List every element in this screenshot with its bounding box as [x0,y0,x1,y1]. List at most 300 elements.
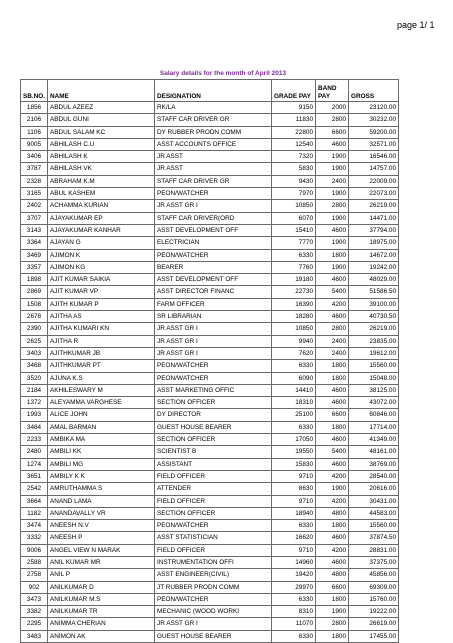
cell-name: AMBILY K K [48,470,155,482]
cell-gross: 14672.00 [349,249,399,261]
cell-band-pay: 1900 [316,163,349,175]
cell-name: AJITHKUMAR PT [48,360,155,372]
cell-gross: 30431.00 [349,495,399,507]
table-row [21,470,399,482]
cell-band-pay: 4600 [316,384,349,396]
table-row [21,163,399,175]
cell-sbno: 3143 [21,224,48,236]
table-row [21,372,399,384]
cell-grade-pay: 19180 [272,274,316,286]
cell-gross: 26219.00 [349,200,399,212]
cell-sbno: 3364 [21,237,48,249]
cell-band-pay: 1900 [316,483,349,495]
cell-grade-pay: 6070 [272,212,316,224]
cell-name: ABDUL AZEEZ [48,102,155,114]
cell-grade-pay: 17050 [272,434,316,446]
cell-designation: DY RUBBER PRODN COMM [155,126,272,138]
cell-grade-pay: 9710 [272,470,316,482]
cell-name: ALICE JOHN [48,409,155,421]
cell-designation: STAFF CAR DRIVER(ORD [155,212,272,224]
cell-grade-pay: 18310 [272,397,316,409]
cell-band-pay: 5400 [316,446,349,458]
cell-gross: 16546.00 [349,151,399,163]
cell-designation: PEON/WATCHER [155,372,272,384]
cell-sbno: 2233 [21,434,48,446]
cell-band-pay: 4600 [316,311,349,323]
cell-band-pay: 4600 [316,458,349,470]
cell-grade-pay: 7320 [272,151,316,163]
cell-name: ANAND LAMA [48,495,155,507]
cell-sbno: 3469 [21,249,48,261]
cell-band-pay: 5400 [316,286,349,298]
cell-designation: GUEST HOUSE BEARER [155,421,272,433]
cell-designation: SECTION OFFICER [155,397,272,409]
table-row [21,274,399,286]
cell-grade-pay: 7620 [272,347,316,359]
cell-band-pay: 4200 [316,470,349,482]
table-row [21,606,399,618]
cell-gross: 51586.50 [349,286,399,298]
cell-name: ABDUL GUNI [48,114,155,126]
cell-designation: SECTION OFFICER [155,434,272,446]
cell-sbno: 1372 [21,397,48,409]
cell-name: AJIMON KG [48,261,155,273]
cell-gross: 45856.00 [349,569,399,581]
cell-designation: JR ASST [155,163,272,175]
cell-designation: JR ASST [155,151,272,163]
cell-band-pay: 4600 [316,274,349,286]
cell-band-pay: 1900 [316,151,349,163]
cell-name: ANIMMA CHERIAN [48,618,155,630]
table-row [21,532,399,544]
cell-band-pay: 4600 [316,434,349,446]
cell-name: AJAYAN G [48,237,155,249]
cell-designation: PEON/WATCHER [155,520,272,532]
column-header-name: NAME [48,80,155,102]
cell-designation: JT RUBBER PRODN COMM [155,581,272,593]
cell-grade-pay: 9710 [272,544,316,556]
cell-designation: INSTRUMENTATION OFFI [155,556,272,568]
table-row [21,200,399,212]
cell-gross: 15560.00 [349,520,399,532]
cell-designation: JR ASST GR I [155,323,272,335]
cell-grade-pay: 6330 [272,630,316,642]
cell-grade-pay: 8630 [272,483,316,495]
table-row [21,421,399,433]
cell-grade-pay: 15830 [272,458,316,470]
cell-gross: 14471.00 [349,212,399,224]
cell-grade-pay: 11070 [272,618,316,630]
cell-band-pay: 4800 [316,569,349,581]
cell-name: AMBIKA MA [48,434,155,446]
cell-sbno: 2184 [21,384,48,396]
table-row [21,138,399,150]
cell-band-pay: 4800 [316,507,349,519]
cell-sbno: 2328 [21,175,48,187]
cell-gross: 15560.00 [349,360,399,372]
cell-band-pay: 1800 [316,421,349,433]
page-number: page 1/ 1 [397,20,435,30]
cell-band-pay: 2400 [316,347,349,359]
cell-name: AJAYAKUMAR EP [48,212,155,224]
table-row [21,212,399,224]
table-row [21,286,399,298]
cell-grade-pay: 10850 [272,323,316,335]
cell-sbno: 1274 [21,458,48,470]
cell-name: ANEESH N.V [48,520,155,532]
cell-gross: 15048.00 [349,372,399,384]
cell-sbno: 2390 [21,323,48,335]
cell-sbno: 1898 [21,274,48,286]
cell-name: AJIT KUMAR SAIKIA [48,274,155,286]
table-row [21,483,399,495]
cell-sbno: 3651 [21,470,48,482]
cell-band-pay: 1900 [316,606,349,618]
cell-gross: 14757.00 [349,163,399,175]
cell-designation: FARM OFFICER [155,298,272,310]
cell-sbno: 3707 [21,212,48,224]
cell-grade-pay: 9430 [272,175,316,187]
cell-gross: 15760.00 [349,593,399,605]
cell-band-pay: 6600 [316,126,349,138]
table-row [21,175,399,187]
cell-band-pay: 1800 [316,249,349,261]
cell-designation: SCIENTIST B [155,446,272,458]
cell-designation: ASST DEVELOPMENT OFF [155,224,272,236]
cell-designation: JR ASST GR I [155,347,272,359]
cell-sbno: 2106 [21,114,48,126]
cell-designation: GUEST HOUSE BEARER [155,630,272,642]
cell-grade-pay: 12540 [272,138,316,150]
cell-designation: ASST MARKETING OFFIC [155,384,272,396]
cell-band-pay: 4600 [316,224,349,236]
cell-gross: 39100.00 [349,298,399,310]
column-header-gross: GROSS [349,80,399,102]
cell-designation: ASST DEVELOPMENT OFF [155,274,272,286]
cell-designation: PEON/WATCHER [155,188,272,200]
cell-sbno: 2758 [21,569,48,581]
table-row [21,311,399,323]
cell-name: AMBILI KK [48,446,155,458]
cell-name: ANIL P [48,569,155,581]
cell-grade-pay: 8310 [272,606,316,618]
cell-gross: 37874.50 [349,532,399,544]
cell-designation: ASSISTANT [155,458,272,470]
cell-name: ALEYAMMA VARGHESE [48,397,155,409]
cell-designation: FIELD OFFICER [155,495,272,507]
cell-grade-pay: 10850 [272,200,316,212]
cell-sbno: 3357 [21,261,48,273]
cell-sbno: 9005 [21,138,48,150]
cell-grade-pay: 9710 [272,495,316,507]
table-row [21,556,399,568]
cell-grade-pay: 15410 [272,224,316,236]
cell-sbno: 3468 [21,360,48,372]
cell-designation: BEARER [155,261,272,273]
salary-table [20,79,399,643]
cell-sbno: 902 [21,581,48,593]
cell-name: ABHILASH K [48,151,155,163]
cell-grade-pay: 7970 [272,188,316,200]
cell-band-pay: 2800 [316,323,349,335]
cell-designation: ASST DIRECTOR FINANC [155,286,272,298]
cell-band-pay: 2800 [316,114,349,126]
cell-name: AJITHKUMAR JB [48,347,155,359]
cell-band-pay: 4200 [316,495,349,507]
cell-name: ABUL KASHEM [48,188,155,200]
cell-grade-pay: 16620 [272,532,316,544]
cell-grade-pay: 25100 [272,409,316,421]
cell-grade-pay: 16390 [272,298,316,310]
cell-grade-pay: 19420 [272,569,316,581]
cell-gross: 60846.00 [349,409,399,421]
table-row [21,409,399,421]
cell-gross: 38769.00 [349,458,399,470]
cell-gross: 30232.00 [349,114,399,126]
cell-band-pay: 1800 [316,372,349,384]
cell-gross: 28540.00 [349,470,399,482]
cell-designation: SR LIBRARIAN [155,311,272,323]
cell-designation: JR ASST GR I [155,200,272,212]
cell-gross: 48161.00 [349,446,399,458]
cell-band-pay: 1900 [316,237,349,249]
cell-gross: 23120.00 [349,102,399,114]
cell-gross: 17714.00 [349,421,399,433]
column-header-designation: DESIGNATION [155,80,272,102]
cell-sbno: 9006 [21,544,48,556]
cell-grade-pay: 18940 [272,507,316,519]
cell-band-pay: 4200 [316,544,349,556]
cell-gross: 40730.50 [349,311,399,323]
cell-gross: 26619.00 [349,618,399,630]
cell-grade-pay: 7770 [272,237,316,249]
cell-sbno: 3520 [21,372,48,384]
column-header-grade-pay: GRADE PAY [272,80,316,102]
cell-name: AJITH KUMAR P [48,298,155,310]
column-header-sbno: SB.NO. [21,80,48,102]
cell-sbno: 3787 [21,163,48,175]
cell-name: ABRAHAM K.M [48,175,155,187]
cell-designation: ASST STATISTICIAN [155,532,272,544]
cell-band-pay: 4600 [316,138,349,150]
cell-designation: PEON/WATCHER [155,249,272,261]
cell-grade-pay: 14410 [272,384,316,396]
cell-sbno: 2480 [21,446,48,458]
cell-name: AMBILI MG [48,458,155,470]
cell-grade-pay: 6330 [272,421,316,433]
cell-sbno: 3403 [21,347,48,359]
cell-gross: 19222.00 [349,606,399,618]
cell-sbno: 1106 [21,126,48,138]
cell-gross: 59200.00 [349,126,399,138]
cell-gross: 48029.00 [349,274,399,286]
cell-gross: 32571.00 [349,138,399,150]
cell-sbno: 3406 [21,151,48,163]
cell-designation: FIELD OFFICER [155,544,272,556]
cell-grade-pay: 5830 [272,163,316,175]
cell-sbno: 3473 [21,593,48,605]
cell-name: ANIMON AK [48,630,155,642]
cell-name: ANILKUMAR TR [48,606,155,618]
cell-sbno: 2295 [21,618,48,630]
cell-grade-pay: 6330 [272,520,316,532]
cell-name: ANILKUMAR M.S [48,593,155,605]
header-row [21,80,399,102]
table-row [21,335,399,347]
cell-gross: 18975.00 [349,237,399,249]
cell-grade-pay: 29970 [272,581,316,593]
cell-gross: 38125.00 [349,384,399,396]
cell-gross: 22009.00 [349,175,399,187]
cell-sbno: 2625 [21,335,48,347]
table-row [21,507,399,519]
cell-designation: ATTENDER [155,483,272,495]
cell-band-pay: 2400 [316,335,349,347]
table-row [21,102,399,114]
cell-sbno: 3484 [21,421,48,433]
cell-name: ACHAMMA KURIAN [48,200,155,212]
table-row [21,237,399,249]
table-row [21,384,399,396]
cell-sbno: 2588 [21,556,48,568]
cell-name: ANEESH P [48,532,155,544]
cell-name: ABHILASH VK [48,163,155,175]
table-row [21,630,399,642]
table-row [21,151,399,163]
cell-gross: 20616.00 [349,483,399,495]
cell-name: AJAYAKUMAR KANHAR [48,224,155,236]
cell-designation: ASST ENGINEER(CIVIL) [155,569,272,581]
cell-gross: 37794.00 [349,224,399,236]
cell-sbno: 1856 [21,102,48,114]
cell-band-pay: 6600 [316,581,349,593]
cell-band-pay: 2000 [316,102,349,114]
cell-band-pay: 4600 [316,397,349,409]
table-row [21,224,399,236]
cell-gross: 41349.00 [349,434,399,446]
table-row [21,618,399,630]
cell-gross: 23835.00 [349,335,399,347]
cell-name: AJIT KUMAR VP [48,286,155,298]
cell-band-pay: 1900 [316,261,349,273]
cell-designation: JR ASST GR I [155,335,272,347]
table-row [21,434,399,446]
cell-name: AJITHA KUMARI KN [48,323,155,335]
cell-name: AJIMON K [48,249,155,261]
table-row [21,126,399,138]
cell-band-pay: 2400 [316,175,349,187]
cell-sbno: 3664 [21,495,48,507]
cell-name: AJITHA R [48,335,155,347]
cell-designation: JR ASST GR I [155,618,272,630]
cell-gross: 22073.00 [349,188,399,200]
cell-grade-pay: 9940 [272,335,316,347]
cell-grade-pay: 22800 [272,126,316,138]
cell-grade-pay: 9150 [272,102,316,114]
cell-gross: 44583.00 [349,507,399,519]
cell-designation: SECTION OFFICER [155,507,272,519]
cell-band-pay: 4600 [316,556,349,568]
cell-sbno: 1993 [21,409,48,421]
cell-band-pay: 4600 [316,532,349,544]
cell-band-pay: 1900 [316,212,349,224]
cell-sbno: 3474 [21,520,48,532]
cell-band-pay: 1900 [316,188,349,200]
table-row [21,298,399,310]
cell-designation: MECHANIC (WOOD WORKI [155,606,272,618]
cell-sbno: 2678 [21,311,48,323]
cell-designation: PEON/WATCHER [155,593,272,605]
cell-sbno: 2869 [21,286,48,298]
cell-grade-pay: 6330 [272,360,316,372]
cell-designation: STAFF CAR DRIVER GR [155,175,272,187]
cell-name: AMAL BARMAN [48,421,155,433]
cell-designation: RK/LA [155,102,272,114]
cell-name: ABDUL SALAM KC [48,126,155,138]
cell-sbno: 1182 [21,507,48,519]
cell-designation: STAFF CAR DRIVER GR [155,114,272,126]
cell-band-pay: 1800 [316,520,349,532]
column-header-band-pay: BAND PAY [316,80,349,102]
table-row [21,581,399,593]
cell-sbno: 3483 [21,630,48,642]
table-row [21,261,399,273]
cell-grade-pay: 7760 [272,261,316,273]
table-row [21,360,399,372]
cell-name: AKHILESWARY M [48,384,155,396]
cell-gross: 43072.00 [349,397,399,409]
cell-name: ABHILASH C.U [48,138,155,150]
cell-designation: ELECTRICIAN [155,237,272,249]
cell-gross: 17455.00 [349,630,399,642]
cell-sbno: 2402 [21,200,48,212]
table-row [21,569,399,581]
cell-designation: ASST ACCOUNTS OFFICE [155,138,272,150]
cell-sbno: 3382 [21,606,48,618]
table-row [21,188,399,200]
cell-band-pay: 1800 [316,360,349,372]
cell-name: AMRUTHAMMA S [48,483,155,495]
cell-band-pay: 1800 [316,593,349,605]
cell-grade-pay: 6330 [272,593,316,605]
cell-designation: FIELD OFFICER [155,470,272,482]
cell-name: ANGEL VIEW N MARAK [48,544,155,556]
cell-gross: 19242.00 [349,261,399,273]
cell-gross: 26219.00 [349,323,399,335]
table-row [21,114,399,126]
cell-band-pay: 1800 [316,630,349,642]
cell-sbno: 1508 [21,298,48,310]
cell-name: AJITHA AS [48,311,155,323]
cell-gross: 37375.00 [349,556,399,568]
cell-name: ANILKUMAR D [48,581,155,593]
table-row [21,593,399,605]
cell-band-pay: 2800 [316,618,349,630]
table-row [21,323,399,335]
cell-grade-pay: 18280 [272,311,316,323]
cell-name: AJUNA K.S [48,372,155,384]
cell-designation: DY DIRECTOR [155,409,272,421]
table-row [21,458,399,470]
cell-gross: 19612.00 [349,347,399,359]
cell-sbno: 3165 [21,188,48,200]
cell-gross: 69309.00 [349,581,399,593]
cell-gross: 28831.00 [349,544,399,556]
table-row [21,446,399,458]
cell-band-pay: 2800 [316,200,349,212]
cell-sbno: 3332 [21,532,48,544]
document-title: Salary details for the month of April 2013 [159,70,287,77]
